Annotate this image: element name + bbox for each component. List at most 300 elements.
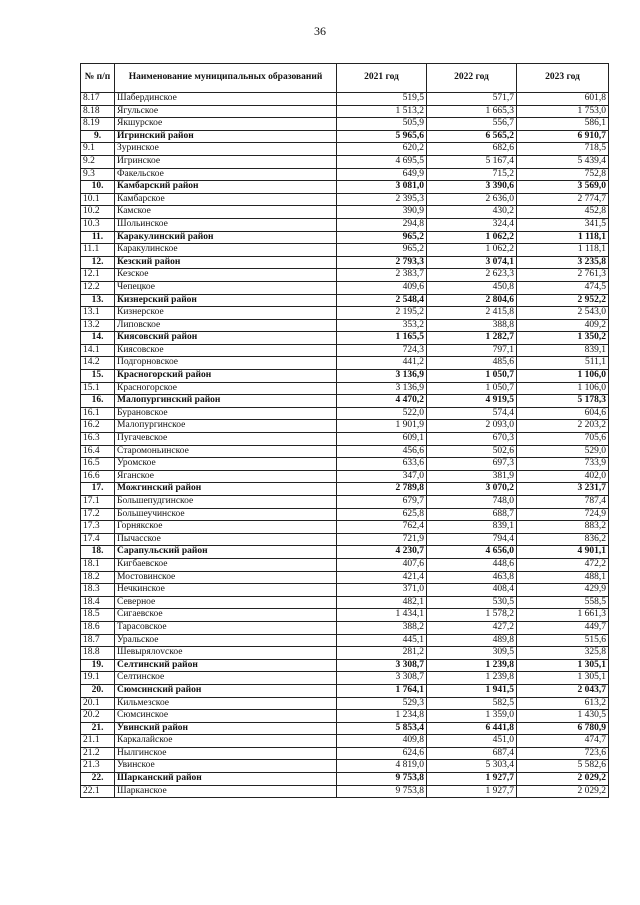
cell-2022: 2 623,3	[427, 269, 517, 282]
table-row	[81, 281, 609, 294]
table-body	[81, 93, 609, 798]
cell-num: 15.1	[81, 382, 115, 395]
cell-name: Кизнерское	[115, 307, 337, 320]
cell-num: 18.4	[81, 596, 115, 609]
cell-2021: 347,0	[337, 470, 427, 483]
table-row	[81, 382, 609, 395]
cell-name: Малопургинское	[115, 420, 337, 433]
cell-num: 18.7	[81, 634, 115, 647]
table-row	[81, 647, 609, 660]
cell-2023: 529,0	[517, 445, 609, 458]
cell-2021: 965,2	[337, 244, 427, 257]
cell-2023: 836,2	[517, 533, 609, 546]
cell-2022: 2 636,0	[427, 193, 517, 206]
district-row	[81, 231, 609, 244]
cell-num: 9.1	[81, 143, 115, 156]
district-row	[81, 181, 609, 194]
cell-2022: 2 093,0	[427, 420, 517, 433]
cell-2022: 670,3	[427, 433, 517, 446]
cell-name: Камское	[115, 206, 337, 219]
cell-name: Чепецкое	[115, 281, 337, 294]
district-row	[81, 483, 609, 496]
cell-name: Кезское	[115, 269, 337, 282]
cell-2023: 2 761,3	[517, 269, 609, 282]
cell-name: Якшурское	[115, 118, 337, 131]
cell-2022: 3 070,2	[427, 483, 517, 496]
cell-2022: 5 167,4	[427, 155, 517, 168]
cell-name: Пугачевское	[115, 433, 337, 446]
cell-num: 10.1	[81, 193, 115, 206]
cell-num: 18.8	[81, 647, 115, 660]
cell-num: 22.	[81, 773, 115, 786]
cell-num: 19.1	[81, 672, 115, 685]
cell-2023: 2 543,0	[517, 307, 609, 320]
cell-name: Сюмсинское	[115, 710, 337, 723]
cell-2022: 502,6	[427, 445, 517, 458]
cell-2021: 609,1	[337, 433, 427, 446]
cell-2023: 601,8	[517, 93, 609, 106]
cell-num: 14.2	[81, 357, 115, 370]
cell-2021: 5 965,6	[337, 130, 427, 143]
cell-name: Зуринское	[115, 143, 337, 156]
cell-num: 16.1	[81, 407, 115, 420]
cell-num: 20.1	[81, 697, 115, 710]
cell-2022: 582,5	[427, 697, 517, 710]
cell-num: 18.6	[81, 621, 115, 634]
cell-2021: 1 434,1	[337, 609, 427, 622]
cell-num: 11.	[81, 231, 115, 244]
cell-2021: 505,9	[337, 118, 427, 131]
district-row	[81, 546, 609, 559]
cell-2021: 625,8	[337, 508, 427, 521]
cell-2023: 1 106,0	[517, 370, 609, 383]
cell-2023: 5 582,6	[517, 760, 609, 773]
cell-2023: 604,6	[517, 407, 609, 420]
cell-2022: 794,4	[427, 533, 517, 546]
cell-2022: 1 927,7	[427, 785, 517, 798]
cell-num: 9.2	[81, 155, 115, 168]
cell-2023: 474,7	[517, 735, 609, 748]
cell-2023: 474,5	[517, 281, 609, 294]
header-2022: 2022 год	[427, 64, 517, 93]
cell-2021: 529,3	[337, 697, 427, 710]
cell-2021: 2 383,7	[337, 269, 427, 282]
cell-name: Яганское	[115, 470, 337, 483]
table-row	[81, 357, 609, 370]
cell-2023: 2 203,2	[517, 420, 609, 433]
cell-name: Каракулинский район	[115, 231, 337, 244]
cell-name: Камбарский район	[115, 181, 337, 194]
district-row	[81, 370, 609, 383]
cell-num: 18.2	[81, 571, 115, 584]
cell-name: Кизнерский район	[115, 294, 337, 307]
cell-num: 15.	[81, 370, 115, 383]
cell-name: Бурановское	[115, 407, 337, 420]
district-row	[81, 332, 609, 345]
cell-2022: 1 578,2	[427, 609, 517, 622]
cell-name: Киясовский район	[115, 332, 337, 345]
cell-num: 9.	[81, 130, 115, 143]
cell-2021: 1 901,9	[337, 420, 427, 433]
cell-name: Подгорновское	[115, 357, 337, 370]
cell-2023: 733,9	[517, 458, 609, 471]
cell-2022: 1 282,7	[427, 332, 517, 345]
table-row	[81, 596, 609, 609]
cell-2022: 1 359,0	[427, 710, 517, 723]
cell-2021: 2 548,4	[337, 294, 427, 307]
cell-num: 17.2	[81, 508, 115, 521]
table-row	[81, 634, 609, 647]
cell-2021: 679,7	[337, 496, 427, 509]
cell-2022: 1 927,7	[427, 773, 517, 786]
cell-2021: 3 136,9	[337, 370, 427, 383]
cell-2023: 409,2	[517, 319, 609, 332]
cell-num: 20.	[81, 684, 115, 697]
table-row	[81, 193, 609, 206]
cell-2022: 574,4	[427, 407, 517, 420]
table-row	[81, 533, 609, 546]
table-row	[81, 344, 609, 357]
cell-2021: 388,2	[337, 621, 427, 634]
cell-2023: 1 118,1	[517, 244, 609, 257]
page-number: 36	[314, 24, 326, 38]
cell-name: Кильмезское	[115, 697, 337, 710]
cell-2022: 6 441,8	[427, 722, 517, 735]
cell-num: 17.1	[81, 496, 115, 509]
table-row	[81, 433, 609, 446]
table-row	[81, 747, 609, 760]
cell-num: 11.1	[81, 244, 115, 257]
table-row	[81, 558, 609, 571]
cell-2023: 723,6	[517, 747, 609, 760]
table-row	[81, 445, 609, 458]
cell-name: Шарканское	[115, 785, 337, 798]
cell-2023: 3 231,7	[517, 483, 609, 496]
cell-2023: 429,9	[517, 584, 609, 597]
cell-num: 13.	[81, 294, 115, 307]
table-row	[81, 244, 609, 257]
cell-name: Уральское	[115, 634, 337, 647]
cell-2023: 1 350,2	[517, 332, 609, 345]
cell-2021: 1 234,8	[337, 710, 427, 723]
cell-2021: 445,1	[337, 634, 427, 647]
table-row	[81, 584, 609, 597]
cell-num: 21.3	[81, 760, 115, 773]
cell-2023: 1 118,1	[517, 231, 609, 244]
cell-name: Каркалайское	[115, 735, 337, 748]
header-2023: 2023 год	[517, 64, 609, 93]
cell-2021: 1 764,1	[337, 684, 427, 697]
cell-num: 10.	[81, 181, 115, 194]
cell-num: 19.	[81, 659, 115, 672]
cell-2023: 3 569,0	[517, 181, 609, 194]
cell-2022: 430,2	[427, 206, 517, 219]
cell-2022: 1 062,2	[427, 231, 517, 244]
table-row	[81, 621, 609, 634]
cell-2023: 1 753,0	[517, 105, 609, 118]
cell-2021: 1 513,2	[337, 105, 427, 118]
table-row	[81, 168, 609, 181]
cell-2022: 748,0	[427, 496, 517, 509]
cell-2021: 633,6	[337, 458, 427, 471]
cell-2021: 4 230,7	[337, 546, 427, 559]
cell-name: Кезский район	[115, 256, 337, 269]
cell-2021: 3 136,9	[337, 382, 427, 395]
table-row	[81, 470, 609, 483]
cell-name: Шабердинское	[115, 93, 337, 106]
cell-num: 18.	[81, 546, 115, 559]
cell-2022: 1 941,5	[427, 684, 517, 697]
cell-2023: 6 910,7	[517, 130, 609, 143]
cell-2022: 687,4	[427, 747, 517, 760]
municipal-budget-table	[80, 63, 609, 798]
cell-2023: 488,1	[517, 571, 609, 584]
cell-num: 12.1	[81, 269, 115, 282]
table-row	[81, 508, 609, 521]
cell-2022: 1 239,8	[427, 672, 517, 685]
cell-2021: 371,0	[337, 584, 427, 597]
cell-2023: 3 235,8	[517, 256, 609, 269]
cell-2021: 281,2	[337, 647, 427, 660]
cell-2023: 5 439,4	[517, 155, 609, 168]
cell-2022: 1 239,8	[427, 659, 517, 672]
cell-2022: 3 074,1	[427, 256, 517, 269]
district-row	[81, 130, 609, 143]
cell-2023: 1 305,1	[517, 672, 609, 685]
header-num: № п/п	[81, 64, 115, 93]
cell-name: Увинский район	[115, 722, 337, 735]
cell-name: Нечкинское	[115, 584, 337, 597]
cell-2021: 407,6	[337, 558, 427, 571]
cell-name: Игринское	[115, 155, 337, 168]
cell-2022: 1 062,2	[427, 244, 517, 257]
table-row	[81, 672, 609, 685]
cell-2023: 1 430,5	[517, 710, 609, 723]
cell-name: Горнякское	[115, 521, 337, 534]
table-row	[81, 760, 609, 773]
cell-2022: 489,8	[427, 634, 517, 647]
cell-2021: 724,3	[337, 344, 427, 357]
table-row	[81, 458, 609, 471]
cell-2023: 2 029,2	[517, 773, 609, 786]
cell-2022: 448,6	[427, 558, 517, 571]
cell-2021: 721,9	[337, 533, 427, 546]
cell-2022: 5 303,4	[427, 760, 517, 773]
cell-num: 17.	[81, 483, 115, 496]
cell-name: Липовское	[115, 319, 337, 332]
district-row	[81, 773, 609, 786]
cell-2023: 883,2	[517, 521, 609, 534]
cell-2022: 4 919,5	[427, 395, 517, 408]
cell-2023: 4 901,1	[517, 546, 609, 559]
header-2021: 2021 год	[337, 64, 427, 93]
cell-name: Сигаевское	[115, 609, 337, 622]
cell-name: Ягульское	[115, 105, 337, 118]
cell-2021: 421,4	[337, 571, 427, 584]
cell-2022: 6 565,2	[427, 130, 517, 143]
cell-2021: 519,5	[337, 93, 427, 106]
cell-2023: 718,5	[517, 143, 609, 156]
district-row	[81, 256, 609, 269]
cell-2023: 586,1	[517, 118, 609, 131]
table-row	[81, 206, 609, 219]
cell-2022: 427,2	[427, 621, 517, 634]
cell-2021: 482,1	[337, 596, 427, 609]
cell-name: Шевырялovское	[115, 647, 337, 660]
cell-2021: 409,6	[337, 281, 427, 294]
table-row	[81, 143, 609, 156]
cell-name: Красногорское	[115, 382, 337, 395]
cell-2021: 522,0	[337, 407, 427, 420]
table-row	[81, 105, 609, 118]
cell-name: Факельское	[115, 168, 337, 181]
cell-2021: 409,8	[337, 735, 427, 748]
cell-2023: 341,5	[517, 218, 609, 231]
cell-name: Тарасовское	[115, 621, 337, 634]
cell-2022: 688,7	[427, 508, 517, 521]
cell-2022: 388,8	[427, 319, 517, 332]
cell-num: 17.4	[81, 533, 115, 546]
cell-2022: 2 415,8	[427, 307, 517, 320]
cell-2023: 2 029,2	[517, 785, 609, 798]
cell-2022: 839,1	[427, 521, 517, 534]
cell-2022: 324,4	[427, 218, 517, 231]
cell-name: Шольинское	[115, 218, 337, 231]
cell-num: 13.2	[81, 319, 115, 332]
cell-2021: 965,2	[337, 231, 427, 244]
cell-num: 9.3	[81, 168, 115, 181]
cell-2023: 558,5	[517, 596, 609, 609]
table-row	[81, 420, 609, 433]
cell-num: 20.2	[81, 710, 115, 723]
cell-name: Кигбаевское	[115, 558, 337, 571]
cell-2021: 9 753,8	[337, 773, 427, 786]
cell-2021: 2 395,3	[337, 193, 427, 206]
cell-2021: 390,9	[337, 206, 427, 219]
cell-num: 21.2	[81, 747, 115, 760]
cell-num: 18.5	[81, 609, 115, 622]
cell-2022: 682,6	[427, 143, 517, 156]
cell-2021: 624,6	[337, 747, 427, 760]
cell-2022: 450,8	[427, 281, 517, 294]
cell-num: 16.	[81, 395, 115, 408]
cell-name: Большепудгинское	[115, 496, 337, 509]
cell-2022: 571,7	[427, 93, 517, 106]
table-row	[81, 697, 609, 710]
table-row	[81, 496, 609, 509]
cell-2022: 715,2	[427, 168, 517, 181]
cell-2022: 1 665,3	[427, 105, 517, 118]
cell-num: 16.4	[81, 445, 115, 458]
cell-2021: 620,2	[337, 143, 427, 156]
cell-2023: 325,8	[517, 647, 609, 660]
cell-name: Игринский район	[115, 130, 337, 143]
table-row	[81, 155, 609, 168]
cell-2022: 556,7	[427, 118, 517, 131]
cell-2022: 463,8	[427, 571, 517, 584]
table-row	[81, 609, 609, 622]
cell-name: Большеучинское	[115, 508, 337, 521]
cell-2023: 787,4	[517, 496, 609, 509]
district-row	[81, 395, 609, 408]
cell-2023: 1 305,1	[517, 659, 609, 672]
cell-2021: 353,2	[337, 319, 427, 332]
table-row	[81, 93, 609, 106]
cell-num: 14.	[81, 332, 115, 345]
cell-num: 8.17	[81, 93, 115, 106]
cell-2022: 485,6	[427, 357, 517, 370]
cell-name: Селтинское	[115, 672, 337, 685]
cell-2021: 3 308,7	[337, 672, 427, 685]
table-row	[81, 319, 609, 332]
cell-2022: 797,1	[427, 344, 517, 357]
cell-2023: 402,0	[517, 470, 609, 483]
cell-name: Уромское	[115, 458, 337, 471]
cell-2021: 2 195,2	[337, 307, 427, 320]
cell-2022: 408,4	[427, 584, 517, 597]
cell-2023: 613,2	[517, 697, 609, 710]
cell-2022: 381,9	[427, 470, 517, 483]
cell-2023: 452,8	[517, 206, 609, 219]
cell-num: 16.5	[81, 458, 115, 471]
district-row	[81, 722, 609, 735]
cell-num: 14.1	[81, 344, 115, 357]
cell-num: 18.3	[81, 584, 115, 597]
cell-2023: 449,7	[517, 621, 609, 634]
cell-2021: 1 165,5	[337, 332, 427, 345]
cell-2023: 2 043,7	[517, 684, 609, 697]
district-row	[81, 659, 609, 672]
cell-2022: 4 656,0	[427, 546, 517, 559]
cell-num: 17.3	[81, 521, 115, 534]
district-row	[81, 684, 609, 697]
cell-2022: 2 804,6	[427, 294, 517, 307]
cell-name: Камбарское	[115, 193, 337, 206]
cell-name: Красногорский район	[115, 370, 337, 383]
cell-name: Северное	[115, 596, 337, 609]
cell-2021: 456,6	[337, 445, 427, 458]
cell-num: 10.2	[81, 206, 115, 219]
cell-name: Можгинский район	[115, 483, 337, 496]
table-row	[81, 407, 609, 420]
cell-2023: 2 774,7	[517, 193, 609, 206]
cell-2023: 472,2	[517, 558, 609, 571]
table-row	[81, 571, 609, 584]
cell-2021: 9 753,8	[337, 785, 427, 798]
cell-num: 16.3	[81, 433, 115, 446]
cell-2023: 752,8	[517, 168, 609, 181]
cell-2023: 511,1	[517, 357, 609, 370]
cell-2022: 3 390,6	[427, 181, 517, 194]
cell-2021: 4 695,5	[337, 155, 427, 168]
cell-num: 12.	[81, 256, 115, 269]
cell-num: 21.1	[81, 735, 115, 748]
cell-name: Малопургинский район	[115, 395, 337, 408]
cell-2023: 515,6	[517, 634, 609, 647]
cell-2021: 3 308,7	[337, 659, 427, 672]
table-row	[81, 710, 609, 723]
cell-2021: 649,9	[337, 168, 427, 181]
cell-2023: 724,9	[517, 508, 609, 521]
cell-name: Сарапульский район	[115, 546, 337, 559]
table-row	[81, 218, 609, 231]
cell-2023: 1 661,3	[517, 609, 609, 622]
cell-2021: 5 853,4	[337, 722, 427, 735]
table-row	[81, 785, 609, 798]
cell-2021: 441,2	[337, 357, 427, 370]
cell-num: 10.3	[81, 218, 115, 231]
cell-num: 8.18	[81, 105, 115, 118]
